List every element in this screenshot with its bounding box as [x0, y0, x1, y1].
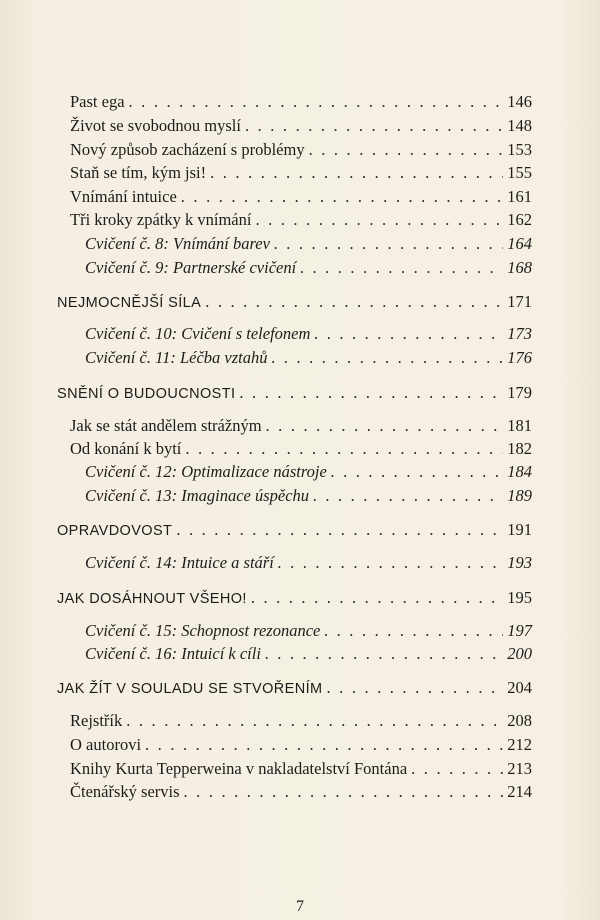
leader-dots — [126, 709, 503, 733]
leader-dots — [205, 290, 503, 314]
toc-chapter-title: SNĚNÍ O BUDOUCNOSTI — [57, 386, 236, 402]
toc-entry-page: 162 — [507, 210, 532, 229]
toc-entry-exercise[interactable] — [85, 484, 532, 508]
toc-entry[interactable] — [70, 437, 532, 461]
toc-chapter[interactable] — [57, 586, 532, 610]
toc-entry-page: 204 — [507, 678, 532, 697]
toc-entry-page: 155 — [507, 163, 532, 182]
toc-chapter-title: NEJMOCNĚJŠÍ SÍLA — [57, 295, 202, 311]
toc-chapter-title: JAK ŽÍT V SOULADU SE STVOŘENÍM — [57, 681, 323, 697]
toc-entry[interactable] — [70, 161, 532, 185]
toc-entry-page: 176 — [507, 348, 532, 367]
toc-entry[interactable] — [70, 114, 532, 138]
toc-entry[interactable] — [70, 208, 532, 232]
toc-entry-title: Rejstřík — [70, 711, 123, 730]
toc-entry[interactable] — [70, 138, 532, 162]
leader-dots — [278, 551, 503, 575]
toc-entry-page: 146 — [507, 92, 532, 111]
toc-entry-title: Tři kroky zpátky k vnímání — [70, 210, 252, 229]
leader-dots — [129, 90, 504, 114]
toc-entry-page: 197 — [507, 621, 532, 640]
toc-chapter-title: OPRAVDOVOST — [57, 523, 173, 539]
toc-entry-title: Knihy Kurta Tepperweina v nakladatelství Fontána — [70, 759, 408, 778]
leader-dots — [245, 114, 503, 138]
toc-entry-page: 161 — [507, 187, 532, 206]
leader-dots — [185, 437, 503, 461]
toc-entry-page: 212 — [507, 735, 532, 754]
toc-entry-page: 193 — [507, 553, 532, 572]
toc-entry-page: 181 — [507, 416, 532, 435]
leader-dots — [313, 484, 503, 508]
leader-dots — [411, 757, 503, 781]
toc-entry[interactable] — [70, 185, 532, 209]
toc-entry-exercise[interactable] — [85, 619, 532, 643]
toc-entry-page: 191 — [507, 520, 532, 539]
toc-entry-exercise[interactable] — [85, 322, 532, 346]
leader-dots — [255, 208, 503, 232]
toc-chapter-title: JAK DOSÁHNOUT VŠEHO! — [57, 591, 247, 607]
toc-entry[interactable] — [70, 414, 532, 438]
leader-dots — [265, 642, 503, 666]
toc-entry-title: Cvičení č. 15: Schopnost rezonance — [85, 621, 321, 640]
toc-entry-exercise[interactable] — [85, 551, 532, 575]
leader-dots — [181, 185, 503, 209]
toc-entry-title: O autorovi — [70, 735, 142, 754]
toc-entry-page: 164 — [507, 234, 532, 253]
toc-entry-title: Čtenářský servis — [70, 782, 180, 801]
toc-entry-page: 208 — [507, 711, 532, 730]
leader-dots — [239, 381, 503, 405]
toc-entry[interactable] — [70, 709, 532, 733]
toc-entry[interactable] — [70, 757, 532, 781]
toc-entry-title: Cvičení č. 13: Imaginace úspěchu — [85, 486, 310, 505]
toc-entry-page: 182 — [507, 439, 532, 458]
toc-entry-page: 148 — [507, 116, 532, 135]
toc-entry-page: 168 — [507, 258, 532, 277]
toc-entry-page: 213 — [507, 759, 532, 778]
toc-entry-title: Cvičení č. 10: Cvičení s telefonem — [85, 324, 311, 343]
page-number: 7 — [296, 898, 304, 915]
toc-entry-exercise[interactable] — [85, 232, 532, 256]
toc-entry-title: Cvičení č. 16: Intuicí k cíli — [85, 644, 261, 663]
leader-dots — [210, 161, 503, 185]
toc-entry-title: Od konání k bytí — [70, 439, 182, 458]
toc-entry-title: Jak se stát andělem strážným — [70, 416, 262, 435]
toc-entry-title: Cvičení č. 8: Vnímání barev — [85, 234, 270, 253]
toc-chapter[interactable] — [57, 676, 532, 700]
leader-dots — [251, 586, 503, 610]
toc-entry-exercise[interactable] — [85, 460, 532, 484]
toc-entry-title: Cvičení č. 11: Léčba vztahů — [85, 348, 268, 367]
leader-dots — [176, 518, 503, 542]
toc-chapter[interactable] — [57, 381, 532, 405]
toc-entry-page: 200 — [507, 644, 532, 663]
toc-entry[interactable] — [70, 90, 532, 114]
toc-entry-page: 184 — [507, 462, 532, 481]
toc-entry-title: Cvičení č. 12: Optimalizace nástroje — [85, 462, 327, 481]
toc-entry-page: 195 — [507, 588, 532, 607]
toc-entry-title: Vnímání intuice — [70, 187, 177, 206]
leader-dots — [184, 780, 504, 804]
leader-dots — [272, 346, 504, 370]
toc-entry-title: Nový způsob zacházení s problémy — [70, 140, 305, 159]
leader-dots — [309, 138, 504, 162]
toc-entry-title: Cvičení č. 14: Intuice a stáří — [85, 553, 274, 572]
leader-dots — [324, 619, 503, 643]
toc-entry[interactable] — [70, 733, 532, 757]
leader-dots — [331, 460, 503, 484]
toc-entry-page: 153 — [507, 140, 532, 159]
toc-entry[interactable] — [70, 780, 532, 804]
toc-entry-page: 189 — [507, 486, 532, 505]
toc-entry-exercise[interactable] — [85, 346, 532, 370]
toc-chapter[interactable] — [57, 518, 532, 542]
toc-entry-title: Staň se tím, kým jsi! — [70, 163, 207, 182]
leader-dots — [300, 256, 503, 280]
toc-entry-page: 171 — [507, 292, 532, 311]
toc-chapter[interactable] — [57, 290, 532, 314]
toc-entry-title: Cvičení č. 9: Partnerské cvičení — [85, 258, 297, 277]
toc-entry-page: 214 — [507, 782, 532, 801]
toc-entry-title: Past ega — [70, 92, 125, 111]
toc-entry-exercise[interactable] — [85, 256, 532, 280]
leader-dots — [274, 232, 503, 256]
toc-entry-page: 179 — [507, 383, 532, 402]
leader-dots — [145, 733, 503, 757]
toc-entry-exercise[interactable] — [85, 642, 532, 666]
leader-dots — [327, 676, 504, 700]
leader-dots — [266, 414, 504, 438]
leader-dots — [314, 322, 503, 346]
toc-entry-page: 173 — [507, 324, 532, 343]
toc-entry-title: Život se svobodnou myslí — [70, 116, 241, 135]
